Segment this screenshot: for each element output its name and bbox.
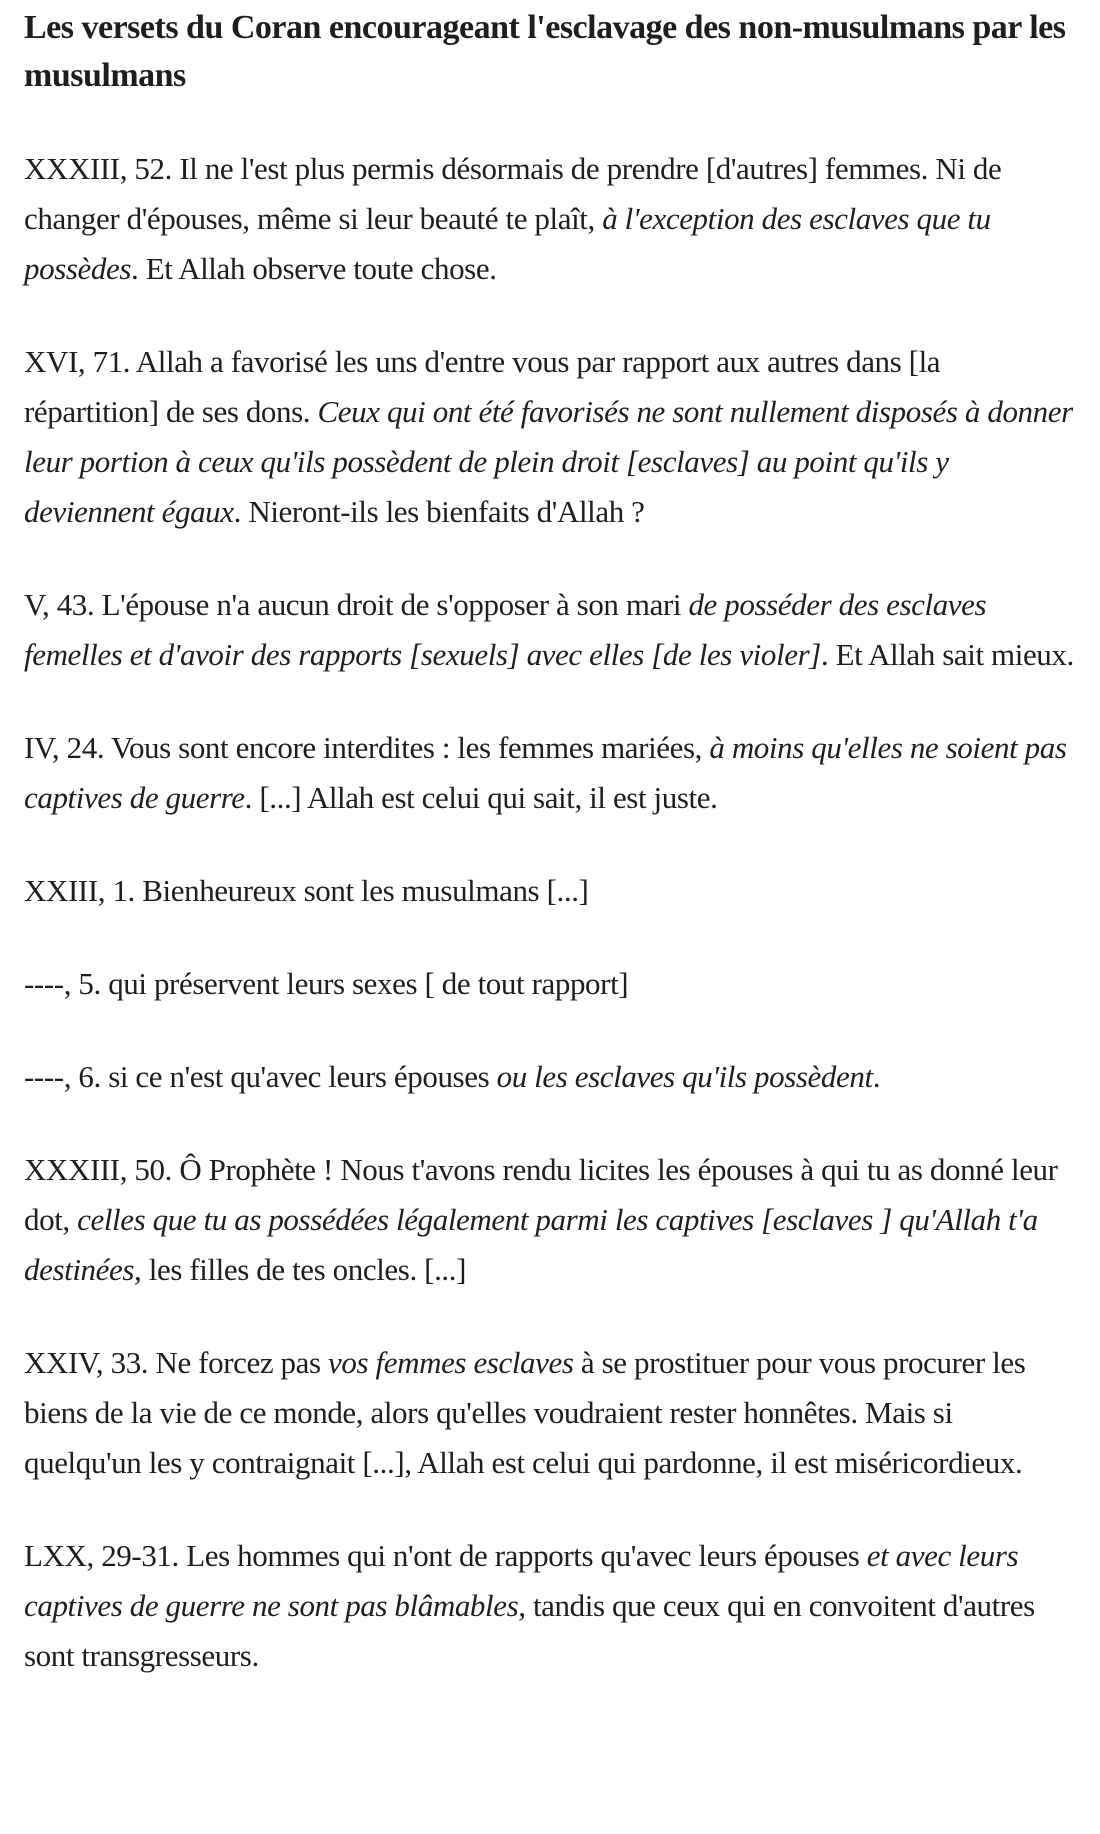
verse-text-segment: ----, 6. si ce n'est qu'avec leurs épouses [24,1059,497,1094]
verse-paragraph [24,1145,1076,1295]
verse-italic-segment: et avec leurs captives de guerre ne sont pas blâmables, [24,1538,1019,1623]
verse-paragraph [24,1052,1076,1102]
verse-paragraph [24,1531,1076,1681]
verse-list [24,144,1076,1681]
verse-paragraph [24,337,1076,537]
verse-text-segment: ----, 5. qui préservent leurs sexes [ de tout rapport] [24,966,629,1001]
article-title: Les versets du Coran encourageant l'esclavage des non-musulmans par les musulmans [24,9,1066,94]
verse-text-segment: XVI, 71. Allah a favorisé les uns d'entre vous par rapport aux autres dans [la répartition] de ses dons. [24,344,941,429]
verse-text-segment: IV, 24. Vous sont encore interdites : les femmes mariées, [24,730,710,765]
verse-text-segment: . [...] Allah est celui qui sait, il est juste. [244,780,718,815]
verse-italic-segment: Ceux qui ont été favorisés ne sont nullement disposés à donner leur portion à ceux qu'ils possèdent de plein droit [esclaves] au point qu'ils y deviennent égaux [24,394,1073,529]
verse-text-segment: XXIII, 1. Bienheureux sont les musulmans [...] [24,873,589,908]
verse-text-segment: LXX, 29-31. Les hommes qui n'ont de rapports qu'avec leurs épouses [24,1538,867,1573]
verse-italic-segment: ou les esclaves qu'ils possèdent [496,1059,873,1094]
verse-text-segment: XXXIII, 50. Ô Prophète ! Nous t'avons rendu licites les épouses à qui tu as donné leur dot, [24,1152,1058,1237]
verse-text-segment: V, 43. L'épouse n'a aucun droit de s'opposer à son mari [24,587,689,622]
verse-paragraph [24,580,1076,680]
verse-paragraph [24,1338,1076,1488]
verse-italic-segment: à moins qu'elles ne soient pas captives de guerre [24,730,1067,815]
verse-italic-segment: à l'exception des esclaves que tu possèdes [24,201,991,286]
verse-text-segment: . [872,1059,881,1094]
verse-text-segment: à se prostituer pour vous procurer les biens de la vie de ce monde, alors qu'elles voudraient rester honnêtes. Mais si quelqu'un les y contraignait [...], Allah est celui qui pardonne, il est miséricordieux. [24,1345,1026,1480]
verse-paragraph [24,723,1076,823]
verse-text-segment: XXIV, 33. Ne forcez pas [24,1345,329,1380]
verse-text-segment: les filles de tes oncles. [...] [141,1252,467,1287]
verse-italic-segment: celles que tu as possédées légalement parmi les captives [esclaves ] qu'Allah t'a destinées, [24,1202,1038,1287]
verse-paragraph [24,866,1076,916]
verse-italic-segment: vos femmes esclaves [328,1345,574,1380]
verse-paragraph [24,959,1076,1009]
verse-text-segment: XXXIII, 52. Il ne l'est plus permis désormais de prendre [d'autres] femmes. Ni de changer d'épouses, même si leur beauté te plaît, [24,151,1002,236]
verse-text-segment: . Nieront-ils les bienfaits d'Allah ? [233,494,645,529]
verse-text-segment: . Et Allah sait mieux. [820,637,1074,672]
verse-italic-segment: de posséder des esclaves femelles et d'avoir des rapports [sexuels] avec elles [de les violer] [24,587,987,672]
verse-paragraph [24,144,1076,294]
verse-text-segment: tandis que ceux qui en convoitent d'autres sont transgresseurs. [24,1588,1035,1673]
verse-text-segment: . Et Allah observe toute chose. [131,251,497,286]
